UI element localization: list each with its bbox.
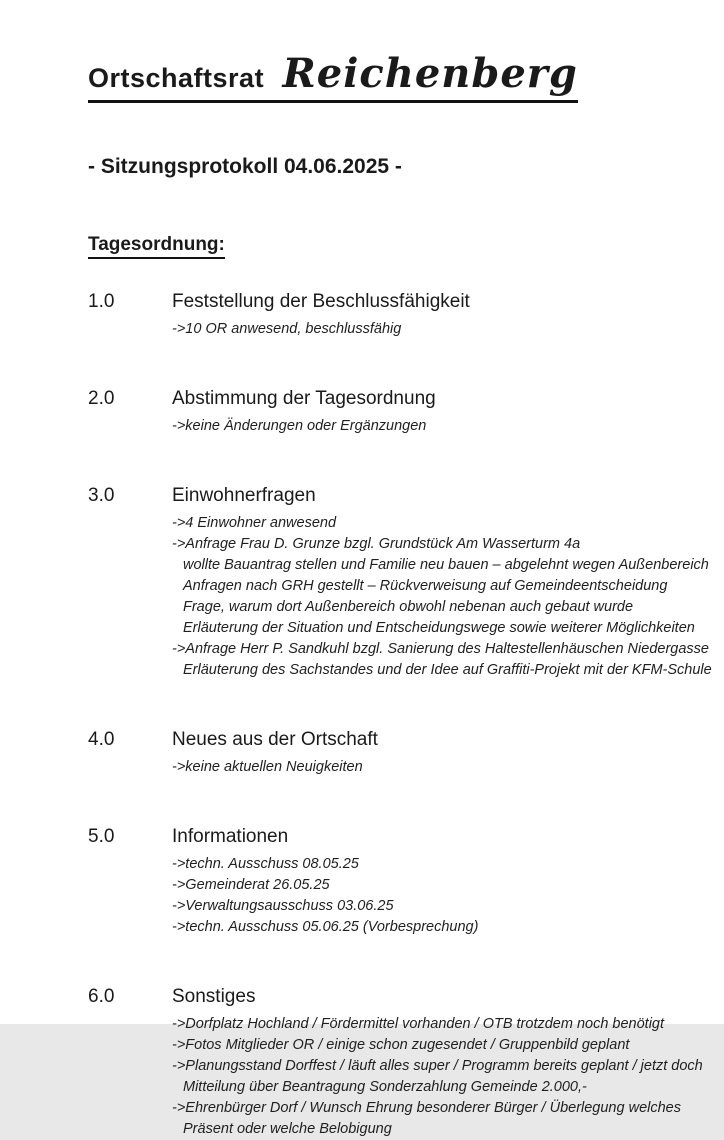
agenda-heading: Tagesordnung:: [88, 234, 225, 259]
agenda-note-line: ->techn. Ausschuss 08.05.25: [172, 856, 359, 872]
agenda-item: [88, 289, 664, 340]
agenda-note-line: ->Verwaltungsausschuss 03.06.25: [172, 898, 394, 914]
agenda-note-line: Anfragen nach GRH gestellt – Rückverweisung auf Gemeindeentscheidung: [183, 578, 668, 594]
org-title: Ortschaftsrat: [88, 63, 265, 93]
agenda-note-line: ->keine aktuellen Neuigkeiten: [172, 759, 363, 775]
agenda-note-line: wollte Bauantrag stellen und Familie neu bauen – abgelehnt wegen Außenbereich: [183, 557, 709, 573]
agenda-item-title: Einwohnerfragen: [172, 485, 316, 506]
agenda-item-body: [172, 984, 703, 1140]
agenda-item-body: [172, 289, 664, 340]
agenda-item-notes: [172, 513, 712, 681]
agenda-note-line: ->keine Änderungen oder Ergänzungen: [172, 418, 427, 434]
agenda-item-notes: [172, 854, 664, 938]
agenda-item-number: 3.0: [88, 485, 115, 506]
agenda-note-line: ->Fotos Mitglieder OR / einige schon zugesendet / Gruppenbild geplant: [172, 1037, 630, 1053]
protocol-subtitle: - Sitzungsprotokoll 04.06.2025 -: [88, 155, 402, 178]
agenda-note-line: ->4 Einwohner anwesend: [172, 515, 337, 531]
agenda-note-line: Mitteilung über Beantragung Sonderzahlung Gemeinde 2.000,-: [183, 1079, 587, 1095]
document-title: [88, 50, 578, 103]
agenda-item: [88, 984, 703, 1140]
agenda-note-line: Erläuterung der Situation und Entscheidungswege sowie weiterer Möglichkeiten: [183, 620, 695, 636]
agenda-item: [88, 727, 664, 778]
agenda-item-body: [172, 727, 664, 778]
agenda-item-number: 1.0: [88, 291, 115, 312]
org-name: Reichenberg: [282, 50, 578, 97]
agenda-item-number: 5.0: [88, 826, 115, 847]
agenda-list: [88, 289, 712, 1140]
agenda-item: [88, 483, 712, 681]
agenda-item-notes: [172, 757, 664, 778]
agenda-item-number: 4.0: [88, 729, 115, 750]
agenda-note-line: ->techn. Ausschuss 05.06.25 (Vorbesprechung): [172, 919, 479, 935]
agenda-item-body: [172, 386, 664, 437]
agenda-item-notes: [172, 319, 664, 340]
agenda-note-line: ->10 OR anwesend, beschlussfähig: [172, 321, 402, 337]
agenda-note-line: ->Gemeinderat 26.05.25: [172, 877, 330, 893]
agenda-note-line: Erläuterung des Sachstandes und der Idee auf Graffiti-Projekt mit der KFM-Schule: [183, 662, 712, 678]
agenda-note-line: ->Anfrage Herr P. Sandkuhl bzgl. Sanierung des Haltestellenhäuschen Niedergasse: [172, 641, 709, 657]
agenda-item-number: 2.0: [88, 388, 115, 409]
agenda-note-line: ->Anfrage Frau D. Grunze bzgl. Grundstück Am Wasserturm 4a: [172, 536, 581, 552]
agenda-note-line: Frage, warum dort Außenbereich obwohl nebenan auch gebaut wurde: [183, 599, 634, 615]
agenda-item-title: Sonstiges: [172, 986, 256, 1007]
agenda-item-body: [172, 483, 712, 681]
agenda-item-title: Neues aus der Ortschaft: [172, 729, 378, 750]
agenda-note-line: Präsent oder welche Belobigung: [183, 1121, 392, 1137]
agenda-item-number: 6.0: [88, 986, 115, 1007]
agenda-note-line: ->Ehrenbürger Dorf / Wunsch Ehrung besonderer Bürger / Überlegung welches: [172, 1100, 681, 1116]
agenda-item-title: Informationen: [172, 826, 289, 847]
agenda-item: [88, 386, 664, 437]
agenda-item-title: Abstimmung der Tagesordnung: [172, 388, 436, 409]
agenda-note-line: ->Planungsstand Dorffest / läuft alles super / Programm bereits geplant / jetzt doch: [172, 1058, 703, 1074]
agenda-note-line: ->Dorfplatz Hochland / Fördermittel vorhanden / OTB trotzdem noch benötigt: [172, 1016, 665, 1032]
agenda-item-notes: [172, 1014, 703, 1140]
agenda-item-body: [172, 824, 664, 938]
agenda-item: [88, 824, 664, 938]
agenda-item-title: Feststellung der Beschlussfähigkeit: [172, 291, 470, 312]
agenda-item-notes: [172, 416, 664, 437]
